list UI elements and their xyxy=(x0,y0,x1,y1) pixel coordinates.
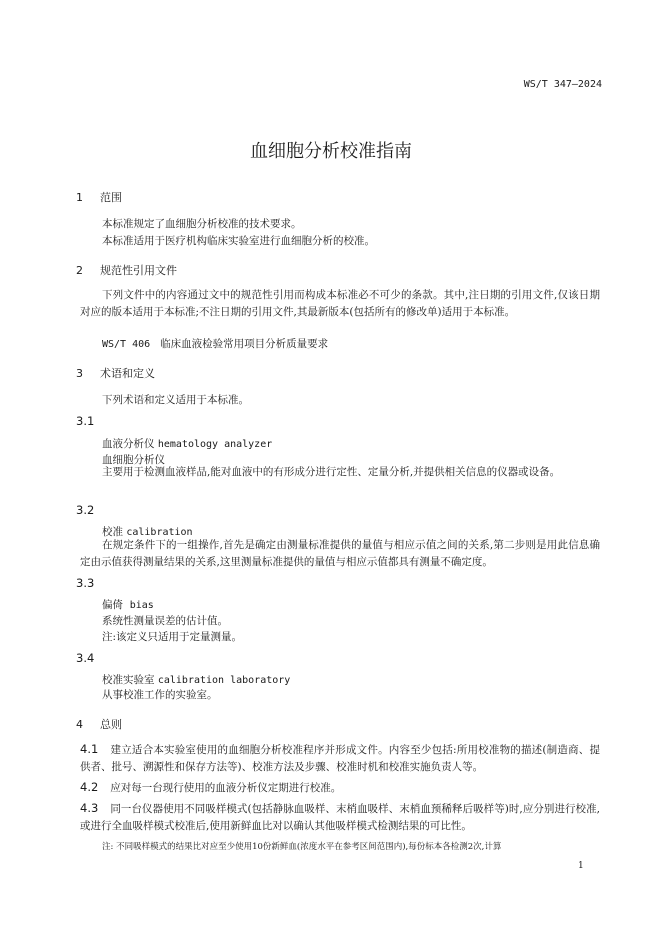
reference-entry xyxy=(102,336,328,351)
clause-number: 4.2 xyxy=(80,780,99,794)
clause-number: 4.3 xyxy=(80,801,99,815)
section-title: 范围 xyxy=(100,191,122,204)
clause-text: 应对每一台现行使用的血液分析仪定期进行校准。 xyxy=(110,782,342,794)
section-3-heading xyxy=(76,365,155,381)
section-4-heading xyxy=(76,716,122,732)
term-en: hematology analyzer xyxy=(157,439,273,450)
term-heading xyxy=(102,436,272,451)
reference-code: WS/T 406 xyxy=(102,339,151,350)
clause-text: 同一台仪器使用不同吸样模式(包括静脉血吸样、末梢血吸样、末梢血预稀释后吸样等)时,应分别进行校准,或进行全血吸样模式校准后,使用新鲜血比对以确认其他吸样模式检测结果的可比性。 xyxy=(80,803,600,832)
term-en: calibration xyxy=(126,527,193,538)
paragraph: 下列术语和定义适用于本标准。 xyxy=(102,394,249,406)
term-en: bias xyxy=(129,600,154,611)
term-note: 注:该定义只适用于定量测量。 xyxy=(102,631,243,643)
paragraph: 本标准规定了血细胞分析校准的技术要求。 xyxy=(102,218,302,230)
section-number: 4 xyxy=(76,718,83,731)
section-number: 3 xyxy=(76,367,83,380)
section-title: 规范性引用文件 xyxy=(100,264,177,277)
term-definition: 主要用于检测血液样品,能对血液中的有形成分进行定性、定量分析,并提供相关信息的仪器或设备。 xyxy=(102,466,561,478)
document-title: 血细胞分析校准指南 xyxy=(250,141,412,162)
section-2-heading xyxy=(76,262,177,278)
term-definition: 从事校准工作的实验室。 xyxy=(102,689,218,701)
clause-4-2 xyxy=(80,779,600,797)
standard-code: WS/T 347—2024 xyxy=(523,79,602,90)
term-definition: 在规定条件下的一组操作,首先是确定由测量标准提供的量值与相应示值之间的关系,第二步则是用此信息确定由示值获得测量结果的关系,这里测量标准提供的量值与相应示值都具有测量不确定度。 xyxy=(80,539,600,568)
term-cn: 血液分析仪 xyxy=(102,438,155,450)
term-definition: 系统性测量误差的估计值。 xyxy=(102,615,228,627)
clause-note: 注: 不同吸样模式的结果比对应至少使用10份新鲜血(浓度水平在参考区间范围内),每份标本各检测2次,计算 xyxy=(102,842,502,852)
term-alt: 血细胞分析仪 xyxy=(102,454,165,466)
reference-title: 临床血液检验常用项目分析质量要求 xyxy=(160,338,329,350)
term-cn: 偏倚 xyxy=(102,599,123,611)
term-number: 3.2 xyxy=(76,503,95,517)
clause-text: 建立适合本实验室使用的血细胞分析校准程序并形成文件。内容至少包括:所用校准物的描述(制造商、提供者、批号、溯源性和保存方法等)、校准方法及步骤、校准时机和校准实施负责人等。 xyxy=(80,744,600,773)
paragraph: 本标准适用于医疗机构临床实验室进行血细胞分析的校准。 xyxy=(102,235,375,247)
term-en: calibration laboratory xyxy=(157,675,291,686)
clause-number: 4.1 xyxy=(80,742,99,756)
section-title: 总则 xyxy=(100,718,122,731)
term-cn: 校准实验室 xyxy=(102,674,155,686)
term-number: 3.1 xyxy=(76,414,95,428)
section-title: 术语和定义 xyxy=(100,367,155,380)
page-number: 1 xyxy=(578,861,584,871)
paragraph: 下列文件中的内容通过文中的规范性引用而构成本标准必不可少的条款。其中,注日期的引用文件,仅该日期对应的版本适用于本标准;不注日期的引用文件,其最新版本(包括所有的修改单)适用于本标准。 xyxy=(80,289,600,318)
clause-4-3 xyxy=(80,800,600,835)
clause-4-1 xyxy=(80,741,600,776)
section-1-heading xyxy=(76,189,122,205)
section-number: 2 xyxy=(76,264,83,277)
term-number: 3.3 xyxy=(76,576,95,590)
term-cn: 校准 xyxy=(102,526,123,538)
term-number: 3.4 xyxy=(76,651,95,665)
term-heading xyxy=(102,597,154,612)
term-heading xyxy=(102,672,290,687)
section-number: 1 xyxy=(76,191,83,204)
